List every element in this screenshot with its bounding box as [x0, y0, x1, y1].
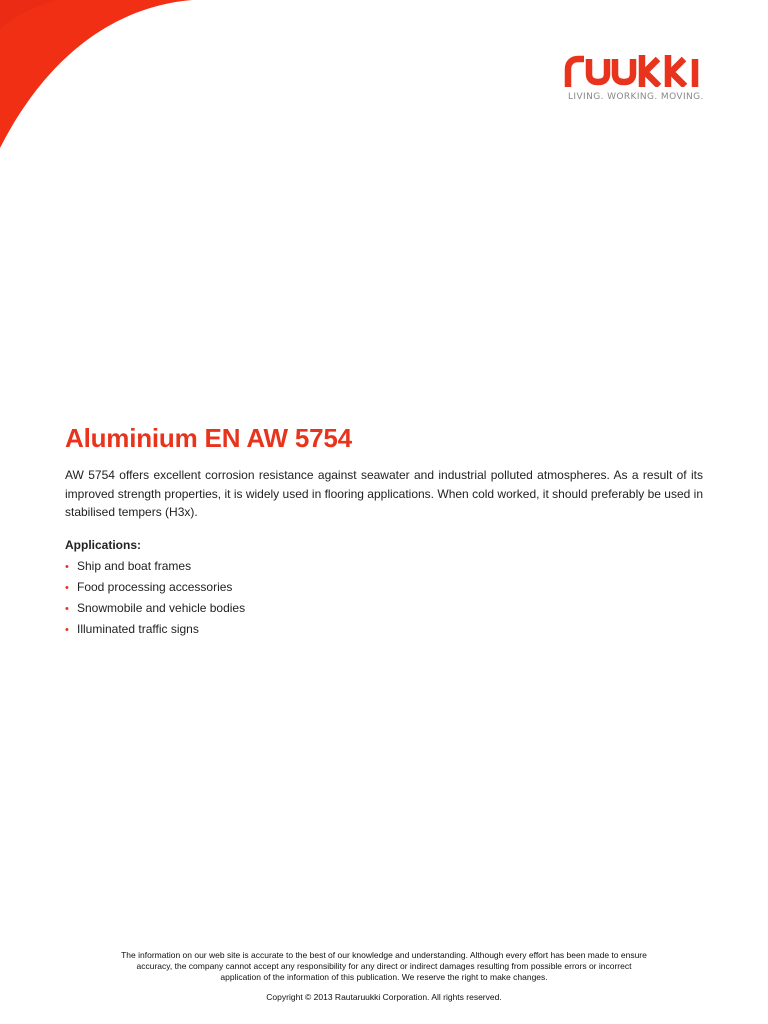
logo-tagline: LIVING. WORKING. MOVING. [568, 92, 704, 102]
corner-swoosh-decoration [0, 0, 200, 150]
document-title: Aluminium EN AW 5754 [65, 423, 352, 453]
bullet-icon: • [65, 602, 69, 615]
ruukki-wordmark [564, 53, 702, 87]
intro-paragraph: AW 5754 offers excellent corrosion resistance against seawater and industrial polluted atmospheres. As a result of its improved strength properties, it is widely used in flooring applications. When cold worked, it should preferably be used in stabilised tempers (H3x). [65, 468, 703, 519]
applications-heading: Applications: [65, 537, 142, 552]
list-item [65, 598, 703, 619]
copyright-text: Copyright © 2013 Rautaruukki Corporation. All rights reserved. [266, 992, 502, 1002]
application-label: Food processing accessories [77, 579, 233, 594]
ruukki-logo [564, 53, 704, 105]
application-label: Illuminated traffic signs [77, 621, 199, 636]
application-label: Snowmobile and vehicle bodies [77, 600, 246, 615]
document-content [65, 420, 703, 640]
bullet-icon: • [65, 623, 69, 636]
disclaimer-line: application of the information of this publication. We reserve the right to make changes. [220, 972, 548, 982]
disclaimer-text [84, 950, 684, 983]
list-item [65, 577, 703, 598]
application-label: Ship and boat frames [77, 558, 192, 573]
list-item [65, 556, 703, 577]
list-item [65, 619, 703, 640]
applications-list [65, 556, 703, 640]
bullet-icon: • [65, 560, 69, 573]
disclaimer-line: accuracy, the company cannot accept any responsibility for any direct or indirect damages resulting from possible errors or incorrect [136, 961, 632, 971]
bullet-icon: • [65, 581, 69, 594]
page-footer [84, 950, 684, 1003]
disclaimer-line: The information on our web site is accurate to the best of our knowledge and understanding. Although every effort has been made to ensure [121, 950, 647, 960]
